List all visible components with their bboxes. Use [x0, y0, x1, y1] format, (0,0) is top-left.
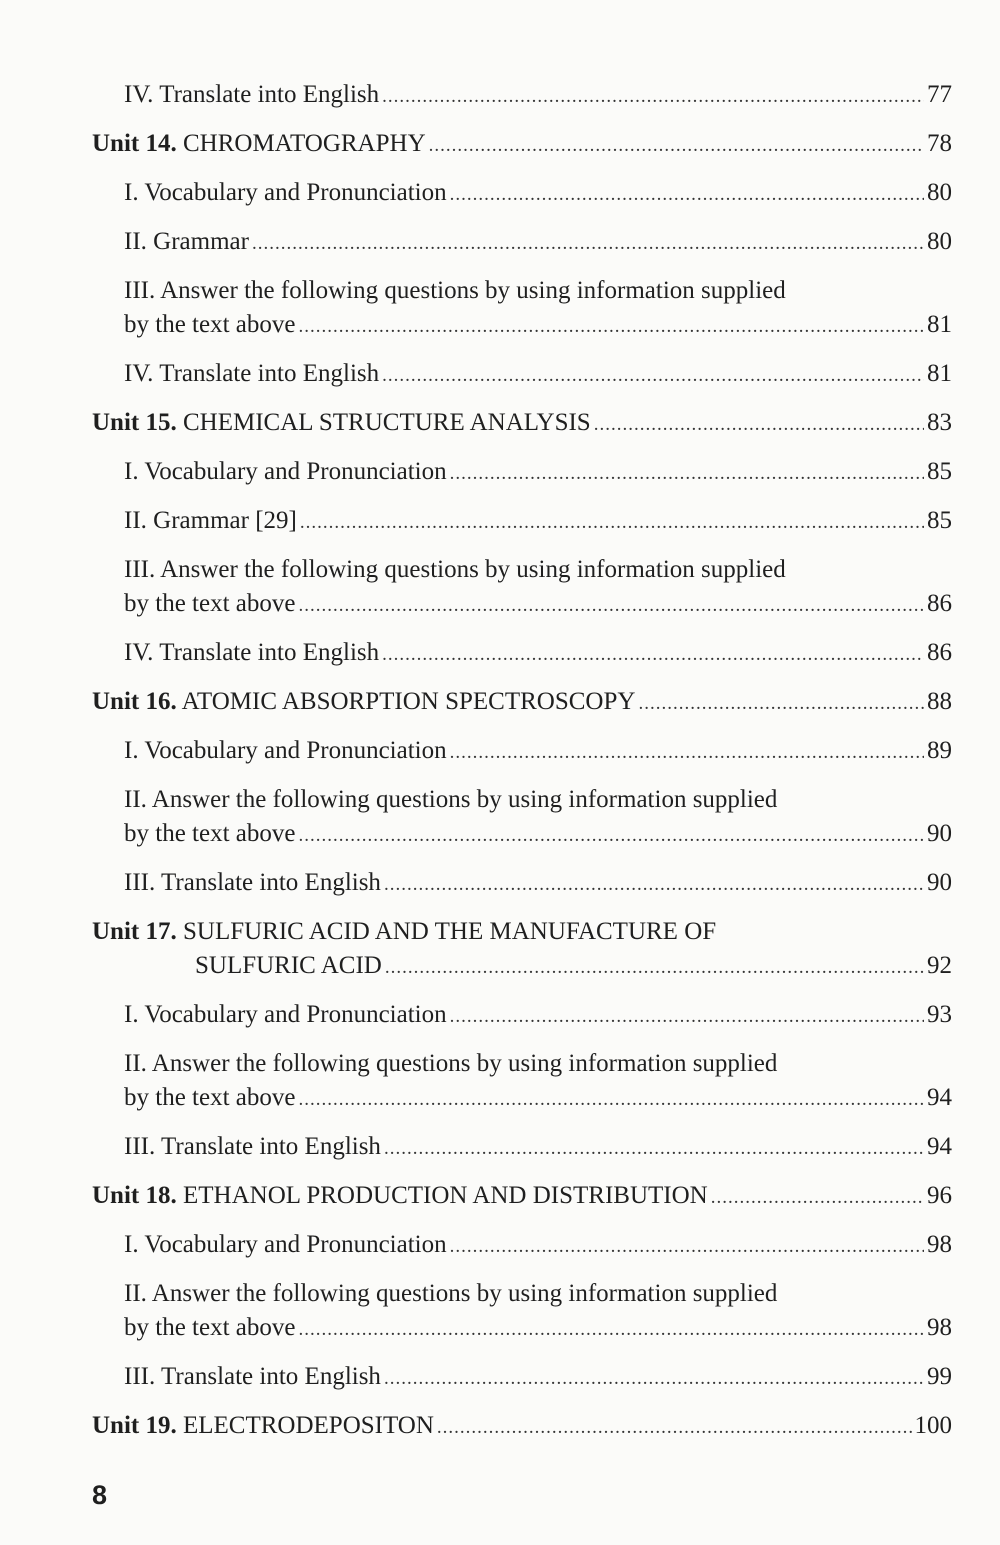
toc-page-number: 100 — [914, 1412, 952, 1439]
toc-section-entry — [92, 1277, 952, 1347]
toc-page-number: 90 — [927, 820, 952, 847]
toc-entry-title: SULFURIC ACID — [195, 952, 382, 979]
toc-entry-title: I. Vocabulary and Pronunciation — [124, 737, 447, 764]
dot-leader — [298, 589, 924, 623]
toc-page-number: 83 — [927, 409, 952, 436]
toc-unit-entry — [92, 1179, 952, 1215]
toc-entry-row — [92, 406, 952, 442]
toc-unit-entry — [92, 685, 952, 721]
dot-leader — [382, 80, 924, 114]
toc-entry-row — [124, 1311, 952, 1347]
toc-unit-title-line — [92, 915, 952, 949]
toc-unit-label: Unit 19. — [92, 1412, 177, 1439]
toc-section-entry — [92, 734, 952, 770]
dot-leader — [450, 736, 924, 770]
toc-entry-row — [124, 817, 952, 853]
toc-entry-row — [124, 1081, 952, 1117]
toc-section-entry — [92, 78, 952, 114]
toc-entry-title: by the text above — [124, 1314, 296, 1341]
toc-entry-title: I. Vocabulary and Pronunciation — [124, 1001, 447, 1028]
toc-page-number: 80 — [927, 179, 952, 206]
toc-section-entry — [92, 783, 952, 853]
dot-leader — [252, 227, 924, 261]
dot-leader — [450, 457, 924, 491]
toc-page-number: 89 — [927, 737, 952, 764]
toc-section-entry — [92, 504, 952, 540]
toc-entry-row — [92, 1409, 952, 1445]
toc-entry-title: I. Vocabulary and Pronunciation — [124, 1231, 447, 1258]
toc-entry-title: III. Translate into English — [124, 1363, 381, 1390]
toc-unit-label: Unit 17. — [92, 918, 177, 945]
toc-section-entry — [92, 1047, 952, 1117]
toc-entry-row — [124, 1130, 952, 1166]
toc-unit-label: Unit 18. — [92, 1182, 177, 1209]
dot-leader — [384, 1362, 924, 1396]
toc-page-number: 78 — [927, 130, 952, 157]
toc-entry-title: by the text above — [124, 590, 296, 617]
toc-entry-row — [124, 734, 952, 770]
toc-entry-row — [92, 127, 952, 163]
toc-entry-title: III. Translate into English — [124, 1133, 381, 1160]
toc-section-entry — [92, 455, 952, 491]
toc-section-entry — [92, 274, 952, 344]
toc-unit-label: Unit 16. — [92, 688, 177, 715]
toc-entry-title: II. Grammar [29] — [124, 507, 297, 534]
toc-section-entry — [92, 1130, 952, 1166]
toc-page-number: 80 — [927, 228, 952, 255]
page-number: 8 — [92, 1480, 108, 1510]
dot-leader — [382, 638, 924, 672]
toc-entry-row — [124, 455, 952, 491]
toc-section-entry — [92, 1360, 952, 1396]
toc-section-entry — [92, 636, 952, 672]
dot-leader — [450, 1230, 924, 1264]
toc-unit-title: SULFURIC ACID AND THE MANUFACTURE OF — [182, 918, 717, 945]
dot-leader — [298, 1083, 924, 1117]
dot-leader — [450, 178, 924, 212]
toc-section-entry — [92, 553, 952, 623]
toc-entry-title-line: III. Answer the following questions by using information supplied — [124, 556, 786, 583]
toc-entry-row — [124, 176, 952, 212]
toc-page-number: 88 — [927, 688, 952, 715]
toc-entry-title: by the text above — [124, 311, 296, 338]
toc-entry-row — [124, 308, 952, 344]
toc-unit-label: Unit 15. — [92, 409, 177, 436]
toc-unit-title: CHROMATOGRAPHY — [182, 130, 426, 157]
toc-unit-heading — [92, 1179, 708, 1213]
toc-entry-title: III. Translate into English — [124, 869, 381, 896]
dot-leader — [298, 819, 924, 853]
toc-page-number: 93 — [927, 1001, 952, 1028]
toc-entry-title: by the text above — [124, 1084, 296, 1111]
toc-unit-entry — [92, 915, 952, 985]
toc-page-number: 77 — [927, 81, 952, 108]
toc-page-number: 86 — [927, 590, 952, 617]
toc-entry-title: IV. Translate into English — [124, 360, 380, 387]
dot-leader — [638, 687, 924, 721]
toc-entry-row — [124, 1228, 952, 1264]
toc-page-number: 86 — [927, 639, 952, 666]
toc-unit-entry — [92, 127, 952, 163]
toc-unit-label: Unit 14. — [92, 130, 177, 157]
toc-unit-title: ELECTRODEPOSITON — [182, 1412, 434, 1439]
toc-unit-heading — [92, 406, 591, 440]
toc-section-entry — [92, 1228, 952, 1264]
dot-leader — [594, 408, 924, 442]
toc-section-entry — [92, 176, 952, 212]
toc-unit-heading — [92, 685, 635, 719]
toc-unit-title: CHEMICAL STRUCTURE ANALYSIS — [182, 409, 591, 436]
toc-page-number: 90 — [927, 869, 952, 896]
toc-page-number: 96 — [927, 1182, 952, 1209]
dot-leader — [298, 310, 924, 344]
toc-entry-row — [124, 78, 952, 114]
toc-entry-title: I. Vocabulary and Pronunciation — [124, 458, 447, 485]
dot-leader — [450, 1000, 924, 1034]
dot-leader — [382, 359, 924, 393]
toc-entry-row — [124, 357, 952, 393]
toc-unit-entry — [92, 406, 952, 442]
dot-leader — [300, 506, 924, 540]
dot-leader — [298, 1313, 924, 1347]
toc-entry-title: IV. Translate into English — [124, 81, 380, 108]
toc-entry-title: I. Vocabulary and Pronunciation — [124, 179, 447, 206]
toc-page-number: 92 — [927, 952, 952, 979]
toc-entry-row — [124, 998, 952, 1034]
toc-unit-title: ATOMIC ABSORPTION SPECTROSCOPY — [181, 688, 636, 715]
dot-leader — [385, 951, 924, 985]
toc-unit-entry — [92, 1409, 952, 1445]
toc-section-entry — [92, 998, 952, 1034]
toc-entry-row — [124, 1360, 952, 1396]
dot-leader — [711, 1181, 924, 1215]
toc-page-number: 85 — [927, 458, 952, 485]
toc-entry-row — [124, 225, 952, 261]
toc-section-entry — [92, 866, 952, 902]
toc-entry-row — [124, 587, 952, 623]
toc-entry-title: IV. Translate into English — [124, 639, 380, 666]
toc-page-number: 98 — [927, 1231, 952, 1258]
toc-page-number: 94 — [927, 1133, 952, 1160]
toc-unit-title: ETHANOL PRODUCTION AND DISTRIBUTION — [182, 1182, 708, 1209]
toc-entry-title-line: II. Answer the following questions by using information supplied — [124, 1280, 778, 1307]
toc-section-entry — [92, 225, 952, 261]
toc-section-entry — [92, 357, 952, 393]
toc-entry-row — [124, 866, 952, 902]
toc-entry-title: II. Grammar — [124, 228, 249, 255]
toc-unit-heading — [92, 127, 426, 161]
toc-page-number: 85 — [927, 507, 952, 534]
toc-entry-row — [124, 504, 952, 540]
toc-entry-row — [124, 636, 952, 672]
dot-leader — [437, 1411, 912, 1445]
toc-entry-row — [92, 685, 952, 721]
toc-unit-heading — [92, 1409, 434, 1443]
toc-entry-row — [92, 949, 952, 985]
dot-leader — [429, 129, 924, 163]
toc-entry-title-line: II. Answer the following questions by using information supplied — [124, 1050, 778, 1077]
toc-page-number: 99 — [927, 1363, 952, 1390]
toc-entry-title: by the text above — [124, 820, 296, 847]
toc-entry-row — [92, 1179, 952, 1215]
toc-page-number: 98 — [927, 1314, 952, 1341]
toc-entry-title-line: II. Answer the following questions by using information supplied — [124, 786, 778, 813]
toc-page-number: 94 — [927, 1084, 952, 1111]
toc-entry-title-line: III. Answer the following questions by using information supplied — [124, 277, 786, 304]
toc-page-number: 81 — [927, 311, 952, 338]
table-of-contents — [92, 78, 952, 1445]
toc-page-number: 81 — [927, 360, 952, 387]
dot-leader — [384, 868, 924, 902]
dot-leader — [384, 1132, 924, 1166]
